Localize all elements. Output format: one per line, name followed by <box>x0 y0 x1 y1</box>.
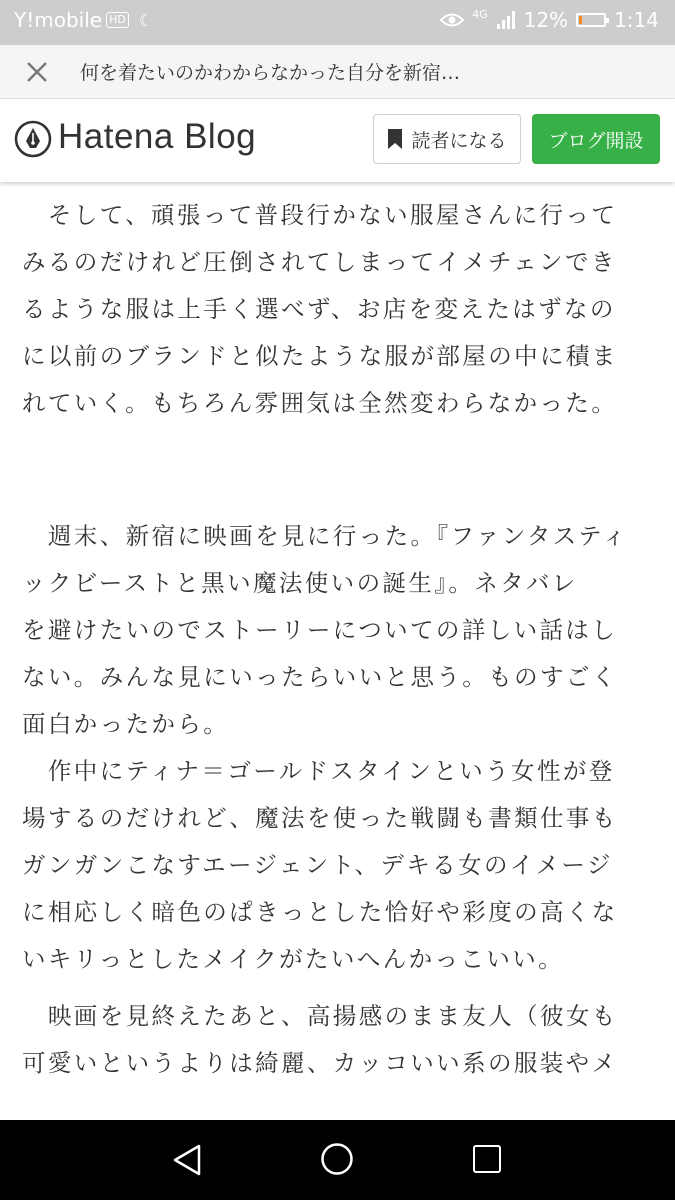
site-header <box>0 99 675 182</box>
open-blog-button[interactable]: ブログ開設 <box>532 114 660 164</box>
system-nav-bar <box>0 1120 675 1200</box>
bookmark-icon <box>387 128 403 150</box>
text-line: を避けたいのでストーリーについての詳しい話はし <box>22 616 618 644</box>
text-line: ガンガンこなすエージェント、デキる女のイメージ <box>22 851 613 879</box>
battery-fill <box>579 16 582 24</box>
text-line: いキリっとしたメイクがたいへんかっこいい。 <box>22 945 565 973</box>
back-icon[interactable] <box>172 1143 202 1177</box>
page-title: 何を着たいのかわからなかった自分を新宿… <box>80 62 461 84</box>
text-line: 映画を見終えたあと、高揚感のまま友人（彼女も <box>22 1002 618 1030</box>
article-body <box>22 192 652 1087</box>
status-right <box>440 8 659 32</box>
clock: 1:14 <box>614 8 659 32</box>
text-line: そして、頑張って普段行かない服屋さんに行って <box>22 201 618 229</box>
network-type: 4G <box>472 7 488 21</box>
text-line: 週末、新宿に映画を見に行った。『ファンタスティ <box>22 522 629 550</box>
text-line: 場するのだけれど、魔法を使った戦闘も書類仕事も <box>22 804 618 832</box>
text-line: れていく。もちろん雰囲気は全然変わらなかった。 <box>22 389 618 417</box>
eye-icon <box>440 12 464 28</box>
status-bar <box>0 0 675 45</box>
text-line: 作中にティナ＝ゴールドスタインという女性が登 <box>22 757 615 785</box>
text-line: るような服は上手く選べず、お店を変えたはずなの <box>22 295 616 323</box>
site-logo-text[interactable]: Hatena Blog <box>58 117 257 156</box>
signal-icon <box>496 10 516 30</box>
home-icon[interactable] <box>320 1142 354 1176</box>
hd-badge: HD <box>106 12 129 28</box>
become-reader-button[interactable] <box>373 114 521 164</box>
text-line: 可愛いというよりは綺麗、カッコいい系の服装やメ <box>22 1049 618 1077</box>
text-line: に相応しく暗色のぱきっとした恰好や彩度の高くな <box>22 898 618 926</box>
recent-apps-icon[interactable] <box>473 1145 501 1173</box>
moon-icon: ☾ <box>138 10 154 30</box>
battery-percent: 12% <box>523 8 569 32</box>
text-line: に以前のブランドと似たような服が部屋の中に積ま <box>22 342 618 370</box>
browser-title-bar <box>0 45 675 99</box>
status-left <box>14 8 153 32</box>
paragraph-4 <box>22 993 652 1087</box>
text-line: ない。みんな見にいったらいいと思う。ものすごく <box>22 663 618 691</box>
carrier-label: Y!mobile <box>14 8 103 32</box>
paragraph-1 <box>22 192 652 427</box>
paragraph-3 <box>22 748 652 983</box>
battery-icon <box>576 13 606 27</box>
paragraph-spacer <box>22 427 652 513</box>
paragraph-spacer <box>22 983 652 993</box>
hatena-pen-icon[interactable] <box>14 120 52 158</box>
text-line: みるのだけれど圧倒されてしまってイメチェンでき <box>22 248 617 276</box>
text-line: 面白かったから。 <box>22 710 230 738</box>
text-line: ックビーストと黒い魔法使いの誕生』。ネタバレ <box>22 569 578 597</box>
paragraph-2 <box>22 513 652 748</box>
become-reader-label: 読者になる <box>411 129 507 152</box>
close-icon[interactable] <box>22 57 52 87</box>
